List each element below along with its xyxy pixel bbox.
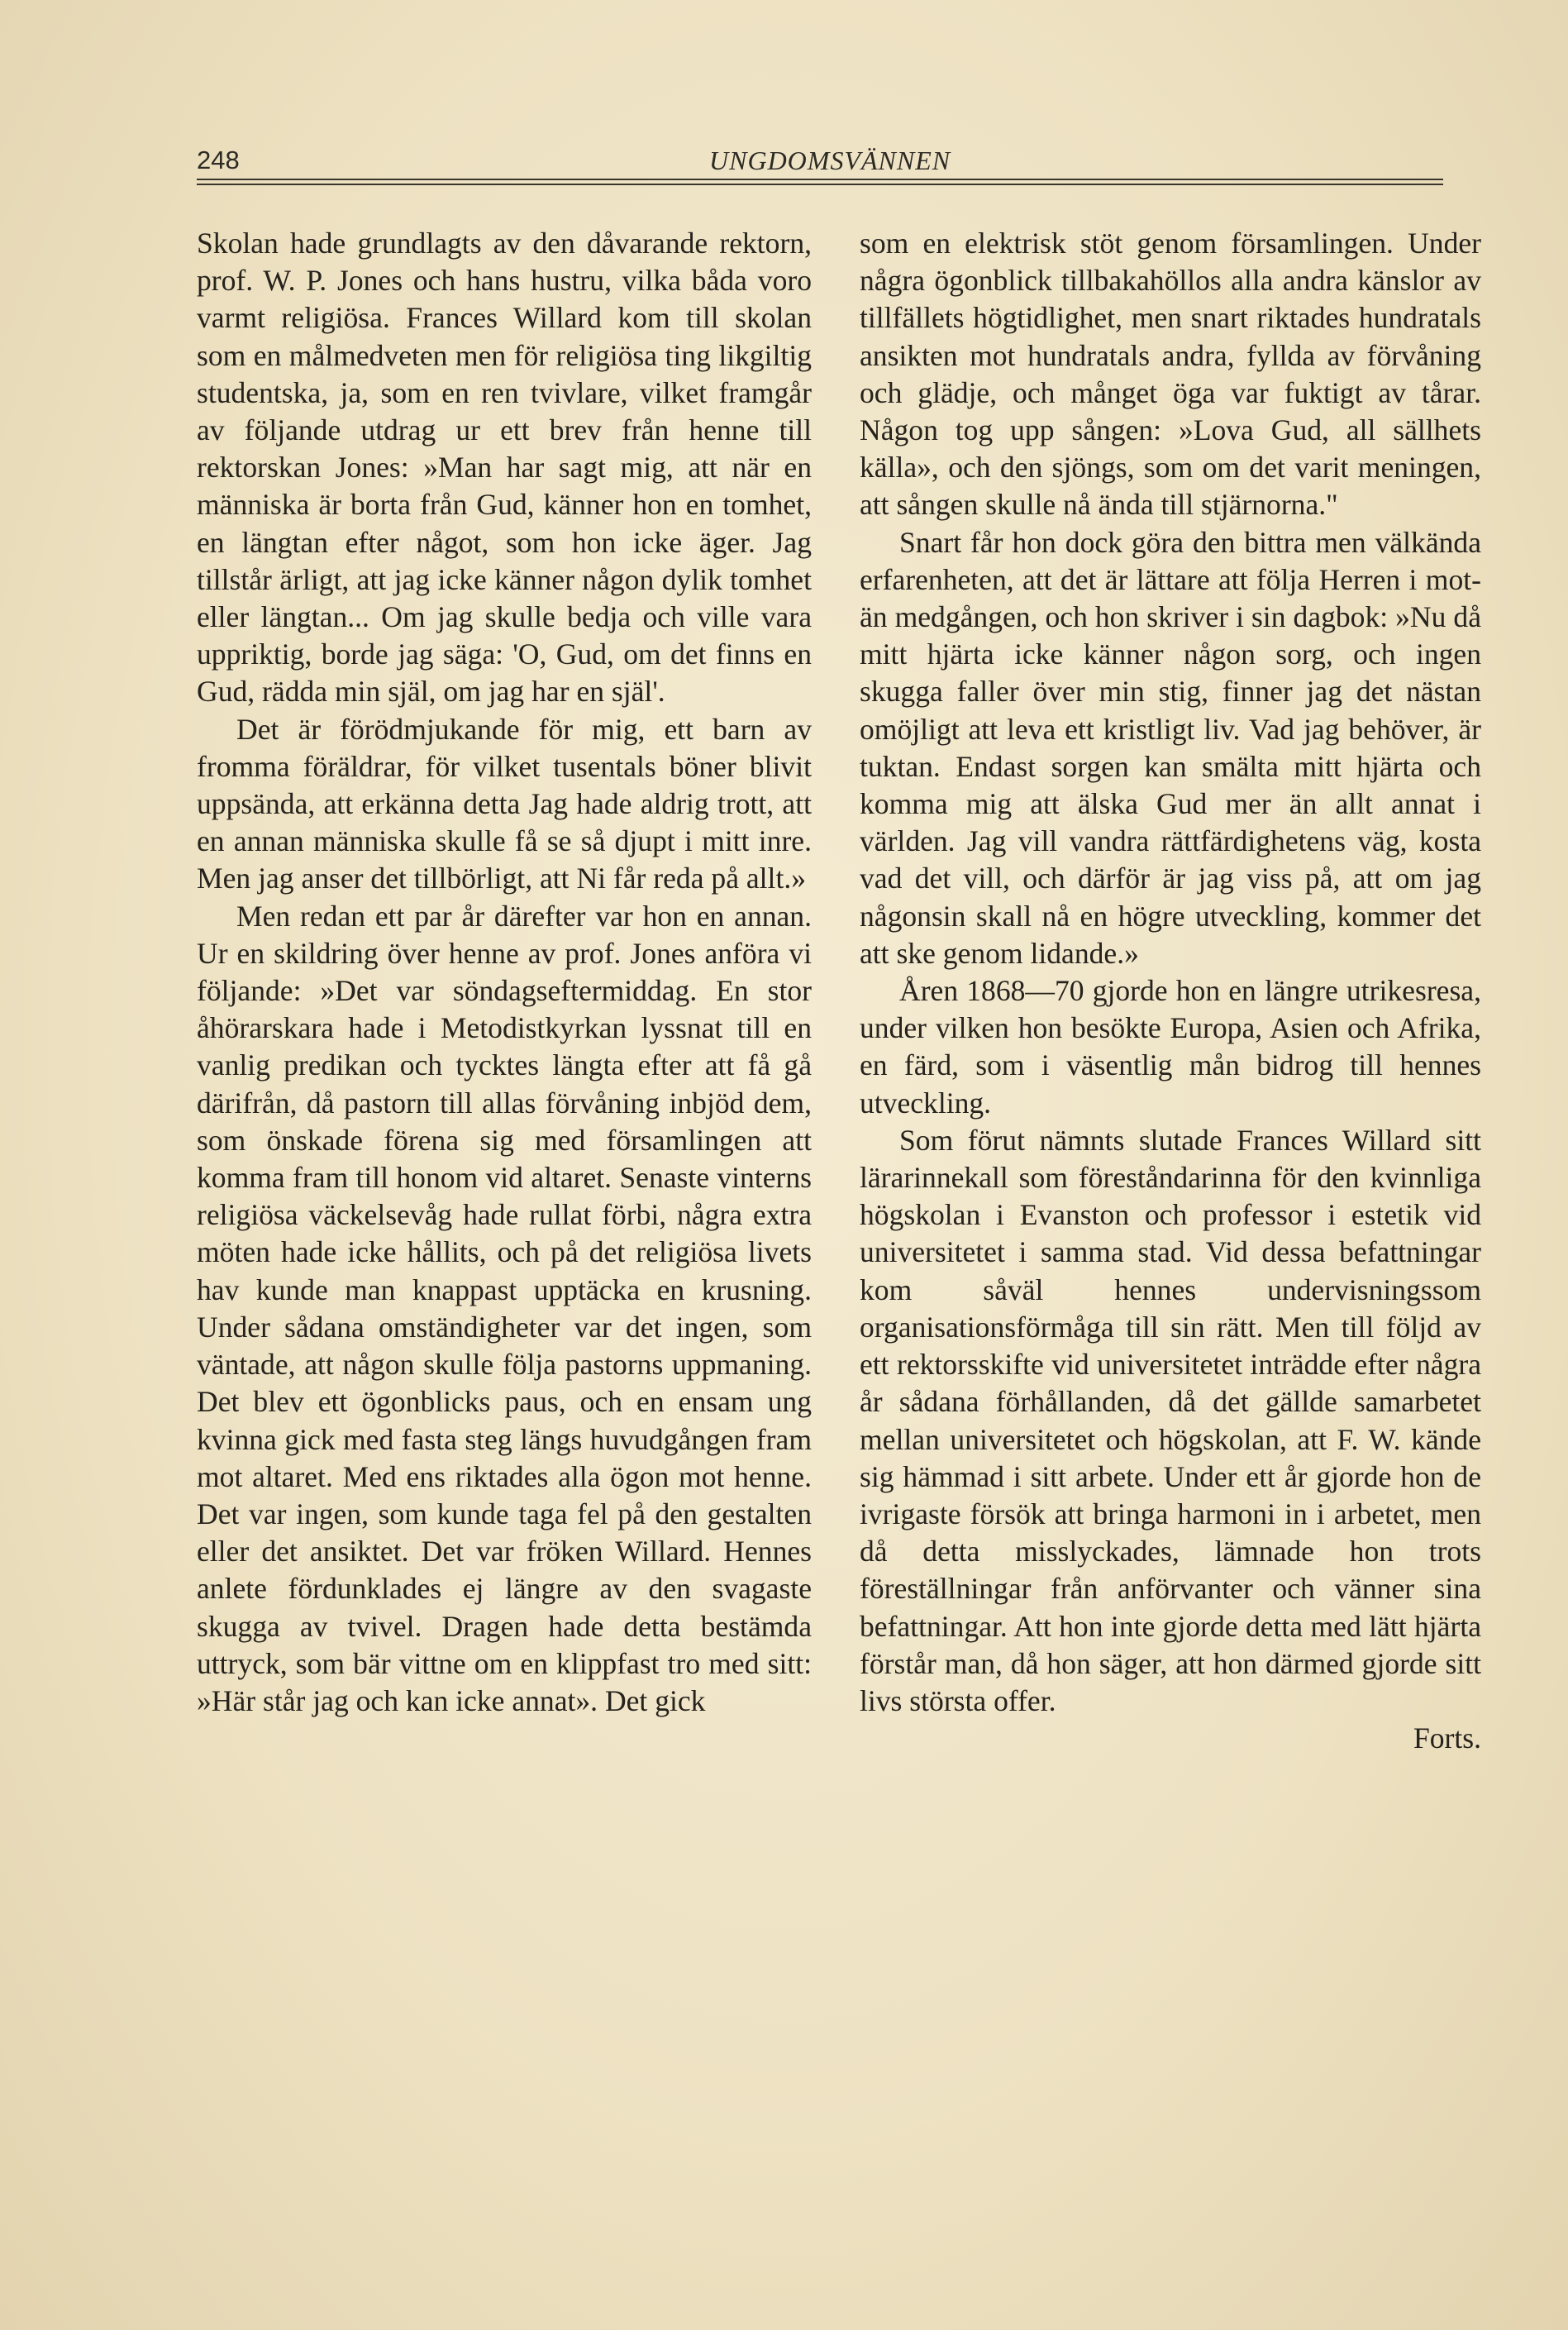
continuation-line	[860, 1720, 1481, 1757]
left-column	[197, 225, 812, 1720]
paragraph: Men redan ett par år därefter var hon en annan. Ur en skildring över henne av prof. Jones anföra vi följande: »Det var söndagseftermiddag. En stor åhörarskara hade i Metodistkyrkan lyssnat till en vanlig predikan och tycktes längta efter att få gå därifrån, då pastorn till allas förvåning inbjöd dem, som önskade förena sig med församlingen att komma fram till honom vid altaret. Senaste vinterns religiösa väckelsevåg hade rullat förbi, några extra möten hade icke hållits, och på det religiösa livets hav kunde man knappast upptäcka en krusning. Under sådana omständigheter var det ingen, som väntade, att någon skulle följa pastorns uppmaning. Det blev ett ögonblicks paus, och en ensam ung kvinna gick med fasta steg längs huvudgången fram mot altaret. Med ens riktades alla ögon mot henne. Det var ingen, som kunde taga fel på den gestalten eller det ansiktet. Det var fröken Willard. Hennes anlete fördunklades ej längre av den svagaste skugga av tvivel. Dragen hade detta bestämda uttryck, som bär vittne om en klippfast tro med sitt: »Här står jag och kan icke annat». Det gick	[197, 899, 812, 1717]
right-column	[860, 225, 1481, 1757]
running-title: UNGDOMSVÄNNEN	[709, 146, 951, 175]
paragraph: Åren 1868—70 gjorde hon en längre utrikesresa, under vilken hon besökte Europa, Asien och Afrika, en färd, som i väsentlig mån bidrog till hennes utveckling.	[860, 974, 1481, 1120]
paragraph: Snart får hon dock göra den bittra men välkända erfarenheten, att det är lättare att följa Herren i mot- än medgången, och hon skriver i sin dagbok: »Nu då mitt hjärta icke känner någon sorg, och ingen skugga faller över min stig, finner jag det nästan omöjligt att leva ett kristligt liv. Vad jag behöver, är tuktan. Endast sorgen kan smälta mitt hjärta och komma mig att älska Gud mer än allt annat i världen. Jag vill vandra rättfärdighetens väg, kosta vad det vill, och därför är jag viss på, att om jag någonsin skall nå en högre utveckling, kommer det att ske genom lidande.»	[860, 525, 1481, 970]
header-rule-bottom	[197, 184, 1443, 185]
paragraph: som en elektrisk stöt genom församlingen. Under några ögonblick tillbakahöllos alla andra känslor av tillfällets högtidlighet, men snart riktades hundratals ansikten mot hundratals andra, fyllda av förvåning och glädje, och månget öga var fuktigt av tårar. Någon tog upp sången: »Lova Gud, all sällhets källa», och den sjöngs, som om det varit meningen, att sången skulle nå ända till stjärnorna."	[860, 227, 1481, 522]
paragraph: Skolan hade grundlagts av den dåvarande rektorn, prof. W. P. Jones och hans hustru, vilka båda voro varmt religiösa. Frances Willard kom till skolan som en målmedveten men för religiösa ting likgiltig studentska, ja, som en ren tvivlare, vilket framgår av följande utdrag ur ett brev från henne till rektorskan Jones: »Man har sagt mig, att när en människa är borta från Gud, känner hon en tomhet, en längtan efter något, som hon icke äger. Jag tillstår ärligt, att jag icke känner någon dylik tomhet eller längtan... Om jag skulle bedja och ville vara uppriktig, borde jag säga: 'O, Gud, om det finns en Gud, rädda min själ, om jag har en själ'.	[197, 227, 812, 709]
page-number: 248	[197, 146, 240, 174]
paragraph: Det är förödmjukande för mig, ett barn av fromma föräldrar, för vilket tusentals böner blivit uppsända, att erkänna detta Jag hade aldrig trott, att en annan människa skulle få se så djupt i mitt inre. Men jag anser det tillbörligt, att Ni får reda på allt.»	[197, 712, 812, 895]
header-rule-top	[197, 179, 1443, 180]
paragraph: Som förut nämnts slutade Frances Willard sitt lärarinnekall som föreståndarinna för den kvinnliga högskolan i Evanston och professor i estetik vid universitetet i samma stad. Vid dessa befattningar kom såväl hennes undervisningssom organisationsförmåga till sin rätt. Men till följd av ett rektorsskifte vid universitetet inträdde efter några år sådana förhållanden, då det gällde samarbetet mellan universitetet och högskolan, att F. W. kände sig hämmad i sitt arbete. Under ett år gjorde hon de ivrigaste försök att bringa harmoni in i arbetet, men då detta misslyckades, lämnade hon trots föreställningar från anförvanter och vänner sina befattningar. Att hon inte gjorde detta med lätt hjärta förstår man, då hon säger, att hon därmed gjorde sitt livs största offer.	[860, 1123, 1481, 1717]
running-header	[197, 144, 1443, 177]
continuation-note: Forts.	[1413, 1721, 1481, 1755]
